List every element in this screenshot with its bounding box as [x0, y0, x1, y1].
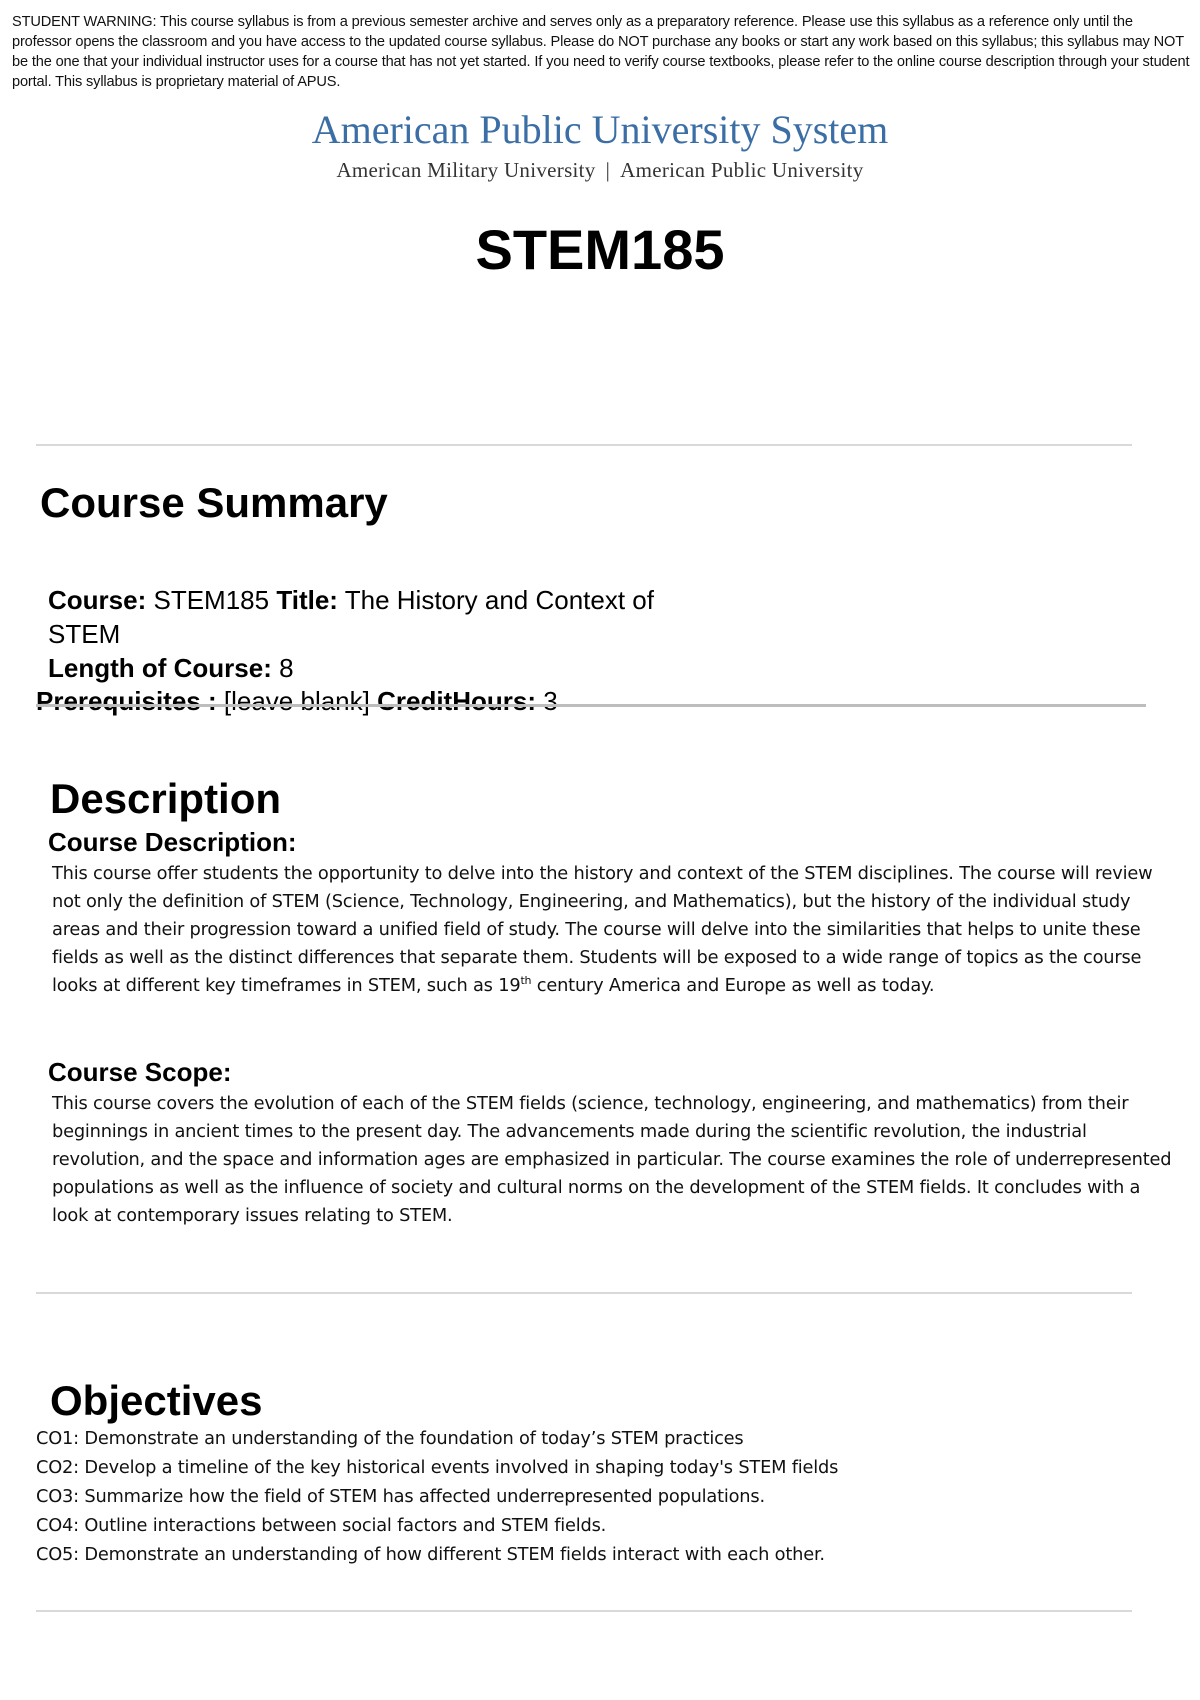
- course-description-part1: This course offer students the opportunity to delve into the history and context of the STEM disciplines. The course will review not only the definition of STEM (Science, Technology, Engineering, and Mathematics), but the history of the individual study areas and their progression toward a unified field of study. The course will delve into the similarities that helps to unite these fields as well as the distinct differences that separate them. Students will be exposed to a wide range of topics as the course looks at different key timeframes in STEM, such as 19: [52, 863, 1153, 996]
- course-description-part2: century America and Europe as well as today.: [531, 975, 935, 996]
- course-description-text: [52, 860, 1172, 1000]
- course-length-line: [48, 651, 688, 685]
- title-label: Title:: [276, 585, 338, 615]
- length-value: 8: [279, 653, 294, 683]
- prereq-value: [leave blank]: [223, 686, 370, 716]
- description-heading: Description: [50, 775, 282, 822]
- university-subtitle: [0, 158, 1200, 183]
- prereq-label: Prerequisites :: [36, 686, 217, 716]
- divider: [36, 444, 1132, 446]
- course-code-title: STEM185: [475, 218, 725, 281]
- title-value: The History and Context of STEM: [48, 585, 654, 649]
- divider: [36, 1292, 1132, 1294]
- prerequisites-line: [36, 684, 558, 718]
- course-scope-text: This course covers the evolution of each of the STEM fields (science, technology, engineering, and mathematics) from their beginnings in ancient times to the present day. The advancements made during the scientific revolution, the industrial revolution, and the space and information ages are emphasized in particular. The course examines the role of underrepresented populations as well as the influence of society and cultural norms on the development of the STEM fields. It concludes with a look at contemporary issues relating to STEM.: [52, 1093, 1172, 1226]
- university-title: American Public University System: [311, 107, 889, 152]
- objective-item: CO5: Demonstrate an understanding of how different STEM fields interact with each other.: [36, 1544, 825, 1565]
- length-label: Length of Course:: [48, 653, 272, 683]
- objective-item: CO4: Outline interactions between social factors and STEM fields.: [36, 1515, 607, 1536]
- course-summary-heading: Course Summary: [40, 479, 388, 526]
- objectives-list: [36, 1424, 1176, 1569]
- credit-label: CreditHours:: [377, 686, 536, 716]
- course-description-heading: Course Description:: [48, 827, 297, 857]
- course-value: STEM185: [153, 585, 270, 615]
- objective-item: CO3: Summarize how the field of STEM has affected underrepresented populations.: [36, 1486, 765, 1507]
- objective-item: CO2: Develop a timeline of the key historical events involved in shaping today's STEM fields: [36, 1457, 839, 1478]
- course-summary-details: [48, 583, 688, 685]
- objective-item: CO1: Demonstrate an understanding of the foundation of today’s STEM practices: [36, 1428, 744, 1449]
- university-header: [0, 106, 1200, 183]
- divider: [36, 1610, 1132, 1612]
- ordinal-superscript: th: [520, 974, 532, 988]
- divider: [36, 704, 1146, 707]
- subtitle-separator: |: [605, 158, 611, 182]
- objectives-heading: Objectives: [50, 1377, 263, 1424]
- course-title-line: [48, 583, 688, 651]
- subtitle-apu: American Public University: [620, 158, 864, 182]
- course-label: Course:: [48, 585, 147, 615]
- credit-value: 3: [543, 686, 558, 716]
- course-scope-heading: Course Scope:: [48, 1057, 232, 1087]
- student-warning: STUDENT WARNING: This course syllabus is from a previous semester archive and serves only as a preparatory reference. Please use this syllabus as a reference only until the professor opens the classroom and you have access to the updated course syllabus. Please do NOT purchase any books or start any work based on this syllabus; this syllabus may NOT be the one that your individual instructor uses for a course that has not yet started. If you need to verify course textbooks, please refer to the online course description through your student portal. This syllabus is proprietary material of APUS.: [12, 14, 1190, 90]
- subtitle-amu: American Military University: [336, 158, 596, 182]
